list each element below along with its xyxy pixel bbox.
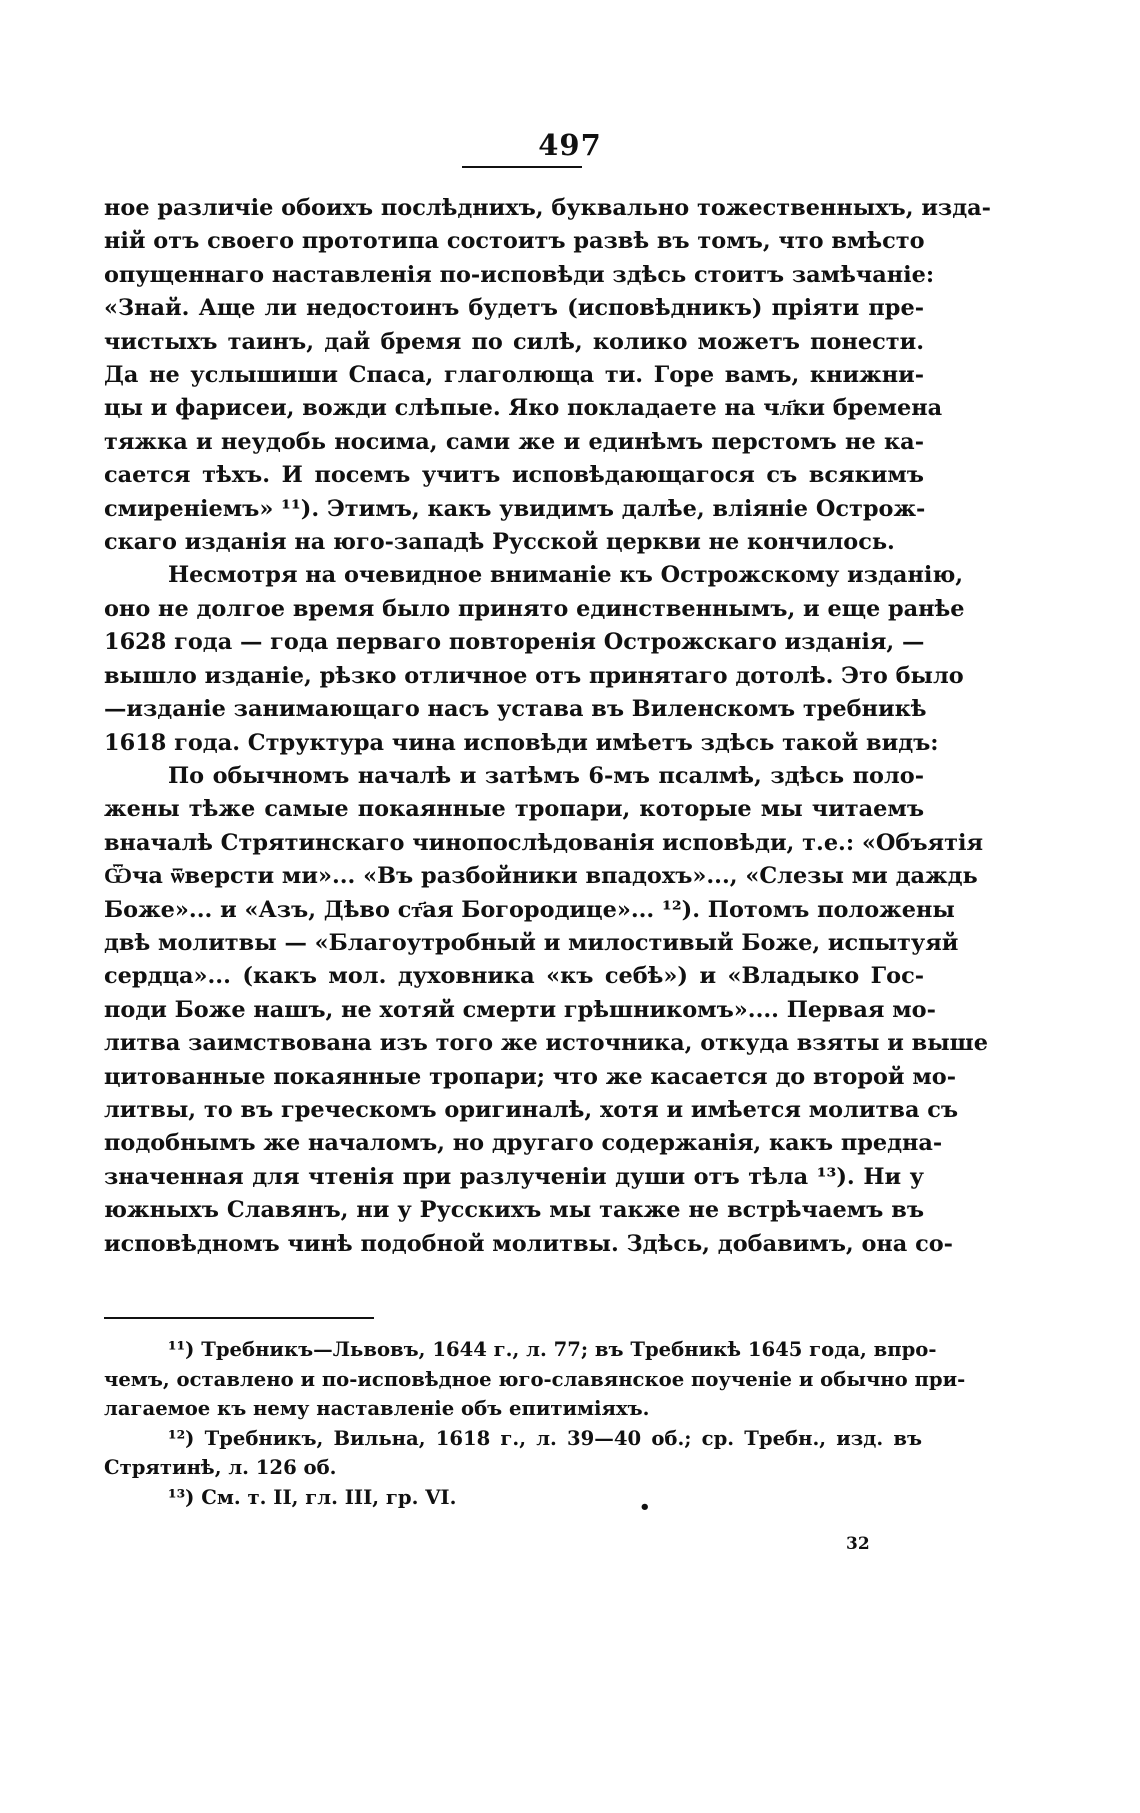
body-line: опущеннаго наставленія по-исповѣди здѣсь стоитъ замѣчаніе:: [104, 261, 935, 288]
body-line: ній отъ своего прототипа состоитъ развѣ въ томъ, что вмѣсто: [104, 228, 925, 255]
footnote-line: ¹¹) Требникъ—Львовъ, 1644 г., л. 77; въ Требникѣ 1645 года, впро-: [168, 1338, 937, 1361]
body-line: По обычномъ началѣ и затѣмъ 6-мъ псалмѣ, здѣсь поло-: [168, 762, 924, 789]
body-line: Боже»... и «Азъ, Дѣво ст҃ая Богородице»... ¹²). Потомъ положены: [104, 896, 955, 923]
body-text: [104, 192, 991, 1261]
body-line: жены тѣже самые покаянные тропари, которые мы читаемъ: [104, 796, 924, 823]
signature-mark: 32: [846, 1534, 870, 1554]
body-line: ное различіе обоихъ послѣднихъ, буквально тожественныхъ, изда-: [104, 195, 991, 221]
body-line: цы и фарисеи, вожди слѣпые. Яко покладаете на чл҃ки бремена: [104, 395, 943, 422]
body-line: Ѿча ѿверсти ми»... «Въ разбойники впадохъ»..., «Слезы ми даждь: [104, 863, 978, 890]
body-line: Несмотря на очевидное вниманіе къ Острожскому изданію,: [168, 562, 964, 589]
page-number: 497: [538, 128, 602, 162]
body-line: цитованные покаянные тропари; что же касается до второй мо-: [104, 1063, 957, 1090]
body-line: 1628 года — года перваго повторенія Острожскаго изданія, —: [104, 629, 925, 656]
footnote-line: Стрятинѣ, л. 126 об.: [104, 1456, 337, 1479]
stray-ink-mark: •: [639, 1497, 651, 1518]
footnote-line: чемъ, оставлено и по-исповѣдное юго-славянское поученіе и обычно при-: [104, 1367, 966, 1391]
body-line: вышло изданіе, рѣзко отличное отъ принятаго дотолѣ. Это было: [104, 662, 964, 689]
body-line: чистыхъ таинъ, дай бремя по силѣ, колико можетъ понести.: [104, 328, 924, 355]
body-line: —изданіе занимающаго насъ устава въ Виленскомъ требникѣ: [104, 696, 927, 723]
footnotes: [104, 1335, 966, 1512]
body-line: сается тѣхъ. И посемъ учитъ исповѣдающагося съ всякимъ: [104, 462, 924, 489]
body-line: 1618 года. Структура чина исповѣди имѣетъ здѣсь такой видъ:: [104, 729, 939, 756]
body-line: вначалѣ Стрятинскаго чинопослѣдованія исповѣди, т.е.: «Объятія: [104, 829, 983, 856]
body-line: оно не долгое время было принято единственнымъ, и еще ранѣе: [104, 595, 965, 622]
body-line: литва заимствована изъ того же источника, откуда взяты и выше: [104, 1030, 988, 1057]
footnote-line: лагаемое къ нему наставленіе объ епитиміяхъ.: [104, 1397, 650, 1420]
body-line: скаго изданія на юго-западѣ Русской церкви не кончилось.: [104, 529, 895, 556]
body-line: значенная для чтенія при разлученіи души отъ тѣла ¹³). Ни у: [104, 1163, 924, 1190]
body-line: смиреніемъ» ¹¹). Этимъ, какъ увидимъ далѣе, вліяніе Острож-: [104, 495, 926, 522]
footnote-line: ¹²) Требникъ, Вильна, 1618 г., л. 39—40 об.; ср. Требн., изд. въ: [168, 1426, 922, 1450]
footnote-line: ¹³) См. т. II, гл. III, гр. VI.: [168, 1485, 457, 1509]
page-number-rule: [462, 166, 582, 168]
body-line: сердца»... (какъ мол. духовника «къ себѣ») и «Владыко Гос-: [104, 963, 924, 990]
body-line: тяжка и неудобь носима, сами же и единѣмъ перстомъ не ка-: [104, 428, 924, 455]
body-line: «Знай. Аще ли недостоинъ будетъ (исповѣдникъ) пріяти пре-: [104, 295, 924, 322]
body-line: двѣ молитвы — «Благоутробный и милостивый Боже, испытуяй: [104, 929, 959, 956]
body-line: южныхъ Славянъ, ни у Русскихъ мы также не встрѣчаемъ въ: [104, 1197, 924, 1224]
body-line: поди Боже нашъ, не хотяй смерти грѣшникомъ».... Первая мо-: [104, 996, 936, 1023]
body-line: литвы, то въ греческомъ оригиналѣ, хотя и имѣется молитва съ: [104, 1096, 959, 1123]
body-line: исповѣдномъ чинѣ подобной молитвы. Здѣсь, добавимъ, она со-: [104, 1230, 953, 1257]
body-line: Да не услышиши Спаса, глаголюща ти. Горе вамъ, книжни-: [104, 362, 924, 389]
body-line: подобнымъ же началомъ, но другаго содержанія, какъ предна-: [104, 1130, 943, 1157]
footnote-separator: [104, 1317, 374, 1319]
